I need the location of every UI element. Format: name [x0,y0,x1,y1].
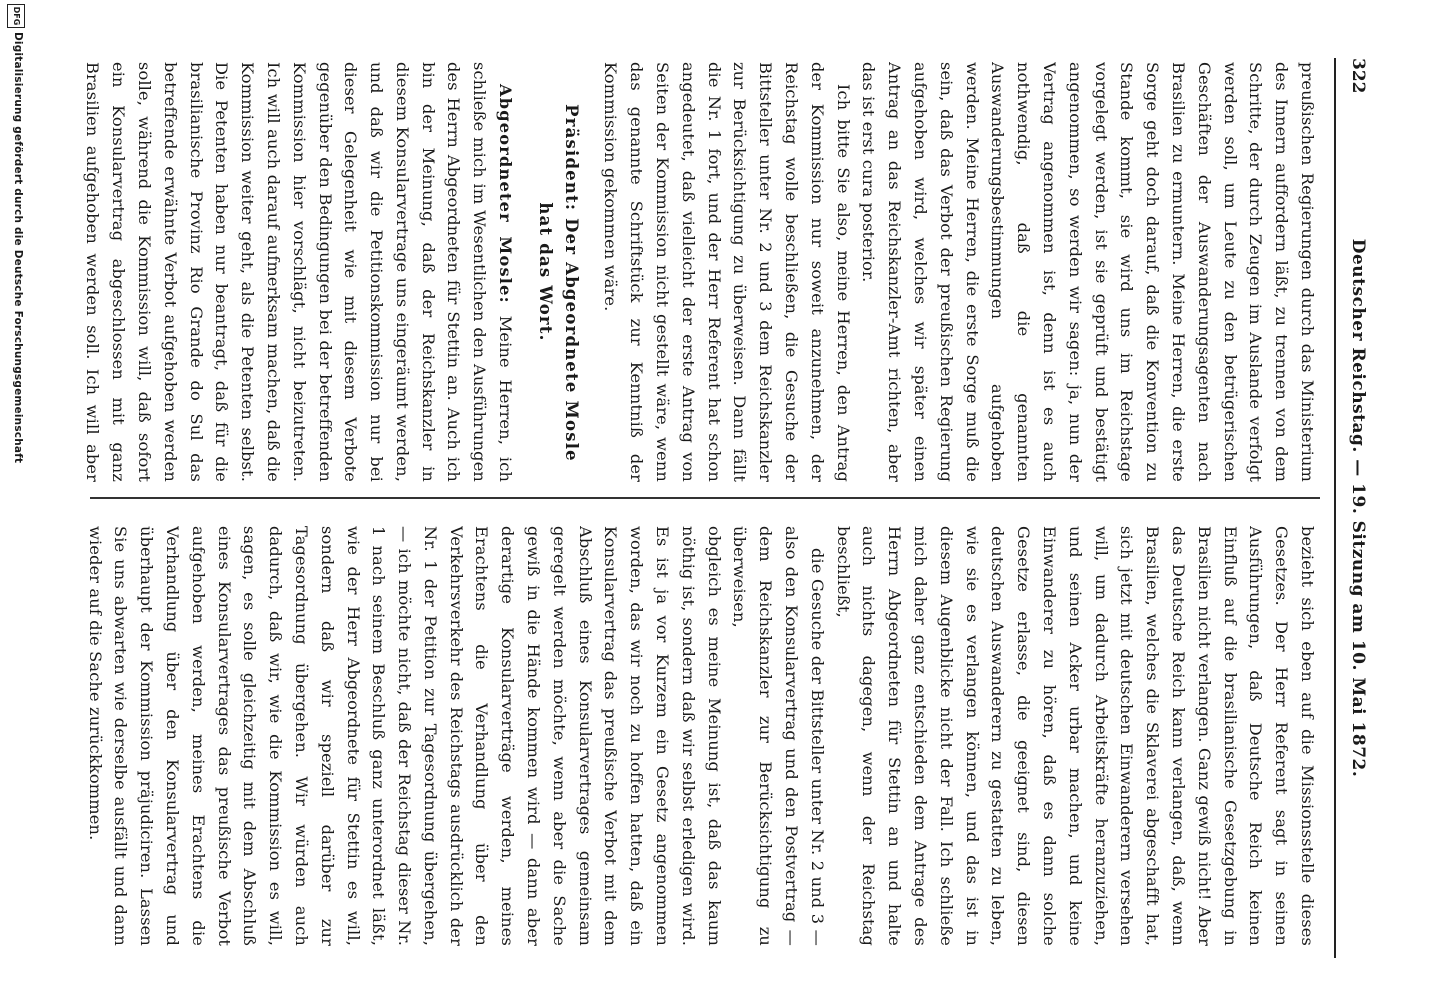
paragraph: bezieht sich eben auf die Missionsstelle dieses Gesetzes. Der Herr Referent sagt in seinen Ausführungen, daß Deutsche Reich keinen Einfluß auf die brasilianische Gesetzgebung in Brasilien nicht verlangen. Ganz gewiß nicht! Aber das Deutsche Reich kann verlangen, daß, wenn Brasilien, welches die Sklaverei abgeschafft hat, sich jetzt mit deutschen Einwanderern versehen will, um dadurch Arbeitskräfte heranzuziehen, und seinen Acker urbar machen, und keine Einwanderer zu hören, daß es dann solche Gesetze erlasse, die geeignet sind, diesen deutschen Auswanderern zu gestatten zu leben, wie sie es verlangen können, und das ist in diesem Augenblicke nicht der Fall. Ich schließe mich daher ganz entschieden dem Antrage des Herrn Abgeordneten für Stettin an und halte auch nichts dagegen, wenn der Reichstag beschließt, [833,526,1317,946]
page-number: 322 [1348,58,1368,94]
paragraph: die Gesuche der Bittsteller unter Nr. 2 und 3 — also den Konsularvertrag und den Postvertrag — dem Reichskanzler zur Berücksichtigung zu überweisen, [730,526,827,946]
president-speaker-line: Präsident: Der Abgeordnete Mosle hat das Wort. [535,104,581,462]
speech-text: Meine Herren, ich schließe mich im Wesentlichen den Ausführungen des Herrn Abgeordneten für Stettin an. Auch ich bin der Meinung, daß der Reichskanzler in diesem Konsularvertrage uns eingeräumt werden, und daß wir die Petitionskommission nur bei dieser Gelegenheit wie mit diesem Verbote gegenüber den Bedingungen bei der betreffenden Kommission hier vorschlägt, nicht beizutreten. Ich will auch darauf aufmerksam machen, daß die Kommission weiter geht, als die Petenten selbst. Die Petenten haben nur beantragt, daß für die brasilianische Provinz Rio Grande do Sul das betreffende erwähnte Verbot aufgehoben werden solle, während die Kommission will, daß sofort ein Konsularvertrag abgeschlossen mit ganz Brasilien aufgehoben werden soll. Ich will aber [83,62,516,482]
paragraph: obgleich es meine Meinung ist, daß das kaum nöthig ist, sondern daß wir selbst erledigen wird. Es ist ja vor Kurzem ein Gesetz angenommen worden, das wir noch zu hoffen hatten, daß ein Konsularvertrag das preußische Verbot mit dem Abschluß eines Konsularvertrages gemeinsam geregelt werden möchte, wenn aber die Sache gewiß in die Hände kommen wird — dann aber derartige Konsularverträge werden, meines Erachtens die Verhandlung über den Verkehrsverkehr des Reichstags ausdrücklich der Nr. 1 der Petition zur Tagesordnung übergehen, — ich möchte nicht, daß der Reichstag dieser Nr. 1 nach seinem Beschluß ganz unterordnet läßt, wie der Herr Abgeordnete für Stettin es will, sondern daß wir speziell darüber zur Tagesordnung übergehen. Wir würden auch dadurch, daß wir, wie die Kommission es will, sagen, es solle gleichzeitig mit dem Abschluß eines Konsularvertrages das preußische Verbot aufgehoben werden, meines Erachtens die Verhandlung über den Konsularvertrag und überhaupt der Kommission präjudiciren. Lassen Sie uns abwarten wie derselbe ausfällt und dann wieder auf die Sache zurückkommen. [85,526,724,946]
running-title: Deutscher Reichstag. — 19. Sitzung am 10. Mai 1872. [1348,238,1368,778]
digitization-footer [2,0,30,1000]
footer-credit: Digitalisierung gefördert durch die Deutsche Forschungsgemeinschaft [12,32,24,464]
right-column [80,526,1320,946]
paragraph: Ich bitte Sie also, meine Herren, den Antrag der Kommission nur soweit anzunehmen, der Reichstag wolle beschließen, die Gesuche der Bittsteller unter Nr. 2 und 3 dem Reichskanzler zur Berücksichtigung zu überweisen. Dann fällt die Nr. 1 fort, und der Herr Referent hat schon angedeutet, daß vielleicht der erste Antrag von Seiten der Kommission nicht gestellt wäre, wenn das genannte Schriftstück zur Kenntniß der Kommission gekommen wäre. [601,62,853,482]
left-column [80,62,1320,482]
header-rule [1334,58,1336,958]
column-divider [90,497,1320,499]
page-header [1340,58,1370,958]
dfg-logo: DFG [7,4,25,28]
paragraph: preußischen Regierungen durch das Ministerium des Innern auffordern läßt, zu trennen von dem Schritte, der durch Zeugen im Auslande verfolgt werden soll, um Leute zu den betrügerischen Geschäften der Auswanderungsagenten nach Brasilien zu ermuntern. Meine Herren, die erste Sorge geht doch darauf, daß die Konvention zu Stande kommt, sie wird uns im Reichstage vorgelegt werden, ist sie geprüft und bestätigt angenommen, so werden wir sagen: ja, nun der Vertrag angenommen ist, denn ist es auch nothwendig, daß die genannten Auswanderungsbestimmungen aufgehoben werden. Meine Herren, die erste Sorge muß die sein, daß das Verbot der preußischen Regierung aufgehoben wird, welches wir später einen Antrag an das Reichskanzler-Amt richten, aber das ist erst cura posterior. [859,62,1317,482]
speaker-intro [532,62,584,482]
speech-paragraph [80,62,518,482]
speaker-name: Abgeordneter Mosle: [496,84,516,304]
